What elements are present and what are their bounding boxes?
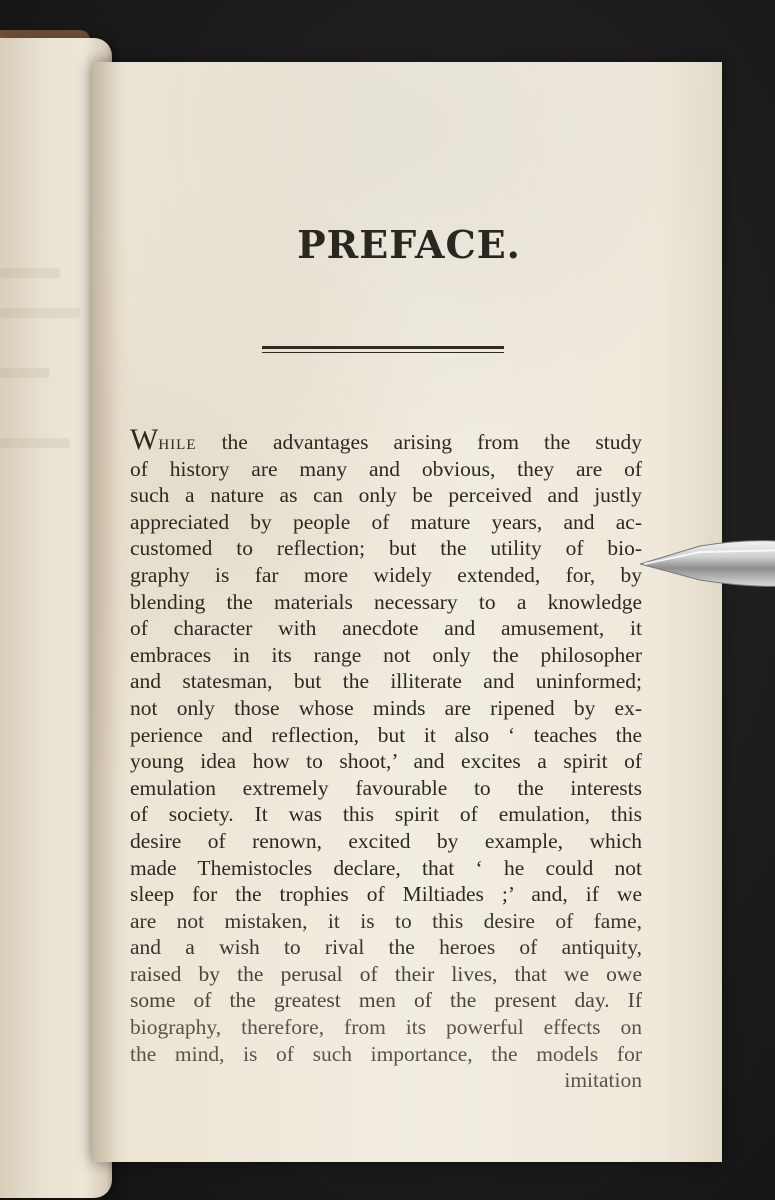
show-through-text: [0, 438, 70, 448]
text-line: desire of renown, excited by example, which: [130, 828, 642, 853]
pen-pointer-icon: [640, 538, 775, 590]
text-line: young idea how to shoot,’ and excites a spirit of: [130, 749, 642, 774]
title-rule-thick: [262, 346, 504, 349]
text-line: are not mistaken, it is to this desire of fame,: [130, 908, 642, 933]
show-through-text: [0, 308, 80, 318]
show-through-text: [0, 268, 60, 278]
page-title: PREFACE.: [297, 222, 521, 267]
text-line: customed to reflection; but the utility of bio-: [130, 536, 642, 561]
text-line: perience and reflection, but it also ‘ teaches the: [130, 722, 642, 747]
text-line: of society. It was this spirit of emulation, this: [130, 802, 642, 827]
text-line: [130, 423, 642, 456]
text-line: such a nature as can only be perceived and justly: [130, 483, 642, 508]
text-line: appreciated by people of mature years, and ac-: [130, 509, 642, 534]
title-rule-thin: [262, 352, 504, 353]
book-page: [92, 62, 722, 1162]
text-line: sleep for the trophies of Miltiades ;’ and, if we: [130, 882, 642, 907]
opening-word-rest: hile: [158, 430, 197, 454]
text-line: not only those whose minds are ripened by ex-: [130, 695, 642, 720]
text-line: the mind, is of such importance, the models for: [130, 1041, 642, 1066]
text-line: graphy is far more widely extended, for, by: [130, 562, 642, 587]
text-line: blending the materials necessary to a knowledge: [130, 589, 642, 614]
preface-body: [130, 423, 642, 1094]
catchword: imitation: [564, 1068, 642, 1093]
text-line: raised by the perusal of their lives, that we owe: [130, 961, 642, 986]
text-line: some of the greatest men of the present day. If: [130, 988, 642, 1013]
text-line: embraces in its range not only the philosopher: [130, 642, 642, 667]
text-line: and statesman, but the illiterate and uninformed;: [130, 669, 642, 694]
show-through-text: [0, 368, 50, 378]
text-line-content: the advantages arising from the study: [196, 430, 642, 454]
text-line: of history are many and obvious, they are of: [130, 456, 642, 481]
text-line: made Themistocles declare, that ‘ he could not: [130, 855, 642, 880]
text-line: and a wish to rival the heroes of antiquity,: [130, 935, 642, 960]
text-line: of character with anecdote and amusement, it: [130, 616, 642, 641]
text-line: biography, therefore, from its powerful effects on: [130, 1015, 642, 1040]
drop-initial: W: [130, 423, 159, 456]
text-line: emulation extremely favourable to the interests: [130, 775, 642, 800]
